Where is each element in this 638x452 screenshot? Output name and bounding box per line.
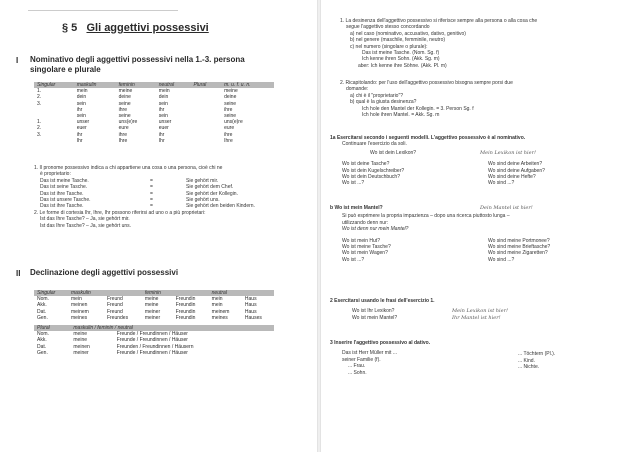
table-cell: Nom.	[37, 331, 49, 338]
table-cell: euer	[158, 125, 169, 132]
table-cell: meiner	[73, 349, 89, 356]
table-cell: 2.	[37, 125, 42, 132]
ex1b-title: b Wo ist mein Mantel?	[330, 205, 383, 211]
table-cell: Freundin	[175, 308, 196, 315]
table-cell: 1.	[37, 88, 42, 95]
example-part: Das ist seine Tasche.	[40, 184, 88, 191]
rn2-line2: domande:	[346, 86, 369, 93]
table-cell: seine	[224, 100, 237, 107]
table-cell: mein	[211, 302, 223, 309]
table-cell: seine	[118, 100, 131, 107]
list-item: Wo sind meine Brieftasche?	[488, 244, 551, 251]
table-cell: ihre	[224, 106, 233, 113]
section-title-text: Gli aggettivi possessivi	[86, 22, 209, 34]
ex1b-line2: utilizzando denn nur:	[342, 219, 389, 226]
exercise-1a	[330, 135, 630, 187]
list-item: Wo ist meine Tasche?	[342, 244, 391, 251]
table-cell: Ihre	[118, 137, 128, 144]
table-cell: Hauses	[244, 314, 262, 321]
ex1a-left-col	[342, 161, 452, 187]
table-header-cell: maskulin	[74, 82, 116, 88]
table-cell: Akk.	[37, 302, 47, 309]
list-item: ... Frau.	[348, 363, 366, 370]
section-title	[62, 22, 209, 34]
table-cell: sein	[76, 113, 86, 120]
table-cell: Freunde / Freundinnen / Häuser	[116, 331, 188, 338]
rn1-line2: segue l'aggettivo stesso concordando	[346, 24, 430, 31]
exercise-3	[330, 340, 630, 376]
table-cell: ihre	[118, 131, 127, 138]
example-part: =	[150, 190, 153, 197]
list-item: Wo sind ...?	[488, 180, 515, 187]
ex2-title: 2 Esercitarsi usando le frasi dell'esercizio 1.	[330, 298, 435, 304]
note1-line2: è proprietario:	[40, 171, 71, 178]
list-item: Wo ist ...?	[342, 256, 365, 263]
list-item: ... Nichte.	[518, 364, 540, 371]
ex3-line1: Das ist Herr Müller mit ...	[342, 350, 398, 357]
table-cell: unser	[158, 119, 172, 126]
nominative-table	[34, 82, 274, 144]
table-cell: meine	[144, 302, 159, 309]
table-cell: ihr	[158, 106, 165, 113]
top-rule	[28, 10, 178, 11]
table-cell: meine	[73, 337, 88, 344]
list-item: Wo sind meine Zigaretten?	[488, 250, 548, 257]
exercise-2	[330, 298, 630, 321]
table-cell: meine	[224, 88, 238, 95]
table-cell: ihr	[158, 131, 165, 138]
table-cell: 3.	[37, 131, 42, 138]
rn1-a: a) nel caso (nominativo, accusativo, dativo, genitivo)	[350, 30, 466, 37]
right-note-2	[340, 80, 630, 118]
table-cell: meiner	[144, 314, 161, 321]
table-header-cell: neutral	[156, 82, 191, 88]
note-1	[34, 165, 304, 210]
ex1b-right-col	[452, 238, 562, 264]
table-header-cell: feminin	[116, 82, 156, 88]
table-header-cell: Plural	[34, 325, 70, 331]
table-cell: sein	[158, 100, 168, 107]
section-number: § 5	[62, 22, 78, 34]
note2-line2: Ist das Ihre Tasche? – Ja, sie gehört mir.	[40, 216, 130, 223]
part1-heading-line1: Nominativo degli aggettivi possessivi nella 1.-3. persona	[30, 55, 245, 64]
list-item: ... Kind.	[518, 357, 535, 364]
table-cell: Ihre	[224, 137, 233, 144]
part1-heading-line2: singolare e plurale	[30, 65, 101, 74]
example-row	[40, 203, 304, 209]
table-cell: Freunde / Freundinnen / Häuser	[116, 337, 188, 344]
table-cell: Haus	[244, 296, 257, 303]
table-header-cell: maskulin	[68, 290, 104, 296]
table-cell: meines	[211, 314, 228, 321]
ex2-a2: Ihr Mantel ist hier!	[452, 314, 501, 321]
ex1a-title: 1a Esercitarsi secondo i seguenti modelli. L'aggettivo possessivo è al nominativo.	[330, 135, 526, 141]
table-cell: Freundes	[106, 314, 129, 321]
table-header-cell: Singular	[34, 82, 74, 88]
table-cell: meine	[144, 296, 159, 303]
table-cell: meines	[71, 314, 88, 321]
table-cell: ihr	[76, 106, 83, 113]
example-part: =	[150, 203, 153, 210]
ex2-a1: Mein Lexikon ist hier!	[452, 308, 508, 315]
rn1-ex1: Das ist meine Tasche. (Nom. Sg. f)	[362, 50, 440, 57]
table-cell: Freund	[106, 302, 123, 309]
ex3-left-col	[348, 363, 458, 376]
note2-line3: Ist das Ihre Tasche? – Ja, sie gehört uns.	[40, 222, 132, 229]
note2-line1: 2. Le forme di cortesia Ihr, Ihre, Ihr possono riferirsi ad uno o a più proprietari:	[34, 210, 206, 216]
rn2-line1: 2. Ricapitolando: per l'uso dell'aggettivo possessivo bisogna sempre porsi due	[340, 80, 513, 86]
rn2-ex1: Ich hole den Mantel der Kollegin. = 3. Person Sg. f	[362, 105, 474, 112]
table-cell: eure	[224, 125, 235, 132]
rn1-c: c) nel numero (singolare o plurale):	[350, 43, 428, 50]
ex2-q2: Wo ist mein Mantel?	[352, 314, 398, 321]
table-cell: dein	[158, 94, 169, 101]
table-header-cell: Plural	[190, 82, 221, 88]
table-cell: euer	[76, 125, 87, 132]
example-part: =	[150, 184, 153, 191]
example-part: =	[150, 197, 153, 204]
ex3-right-col	[458, 351, 568, 376]
ex1a-answer: Mein Lexikon ist hier!	[480, 149, 536, 156]
list-item: Wo sind deine Aufgaben?	[488, 167, 545, 174]
right-note-1	[340, 18, 630, 69]
rn2-a: a) chi è il "proprietario"?	[350, 92, 404, 99]
table-cell: ihre	[224, 131, 233, 138]
example-part: Sie gehört der Kollegin.	[186, 190, 238, 197]
table-cell: Freund	[106, 308, 123, 315]
table-cell: mein	[76, 88, 88, 95]
ex1a-prompt: Wo ist dein Lexikon?	[370, 149, 417, 156]
part1-heading	[30, 55, 245, 75]
table-cell: meiner	[144, 308, 161, 315]
table-cell: Freundin	[175, 302, 196, 309]
table-cell: meinen	[73, 343, 90, 350]
example-part: Sie gehört den beiden Kindern.	[186, 203, 255, 210]
table-cell: seine	[224, 113, 237, 120]
table-cell: meinem	[71, 308, 89, 315]
table-header-cell: maskulin / feminin / neutral	[70, 325, 274, 331]
example-part: Das ist ihre Tasche.	[40, 190, 84, 197]
table-cell: mein	[211, 296, 223, 303]
list-item: Wo ist mein Hut?	[342, 237, 380, 244]
example-part: Sie gehört mir.	[186, 177, 219, 184]
rn1-ex2: Ich kenne ihren Sohn. (Akk. Sg. m)	[362, 56, 440, 63]
part1-roman: I	[16, 56, 19, 65]
table-cell: uns(e)re	[118, 119, 138, 126]
note1-line1: 1. Il pronome possessivo indica a chi appartiene una cosa o una persona, cioè chi ne	[34, 165, 223, 171]
table-cell: Akk.	[37, 337, 47, 344]
table-cell: uns(e)re	[224, 119, 243, 126]
table-cell: Ihr	[158, 137, 165, 144]
table-cell: 3.	[37, 100, 42, 107]
list-item: ... Sohn.	[348, 369, 367, 376]
example-part: Das ist meine Tasche.	[40, 177, 89, 184]
list-item: Wo sind meine Portmonee?	[488, 237, 550, 244]
table-header-cell: feminin	[142, 290, 173, 296]
table-cell: Ihr	[76, 137, 83, 144]
rn1-ex3: aber: Ich kenne ihre Söhne. (Akk. Pl. m)	[358, 62, 447, 69]
table-cell: Haus	[244, 308, 257, 315]
table-cell: Dat.	[37, 308, 47, 315]
rn1-line1: 1. La desinenza dell'aggettivo possessivo si riferisce sempre alla persona o alla cosa che	[340, 18, 538, 24]
table-cell: ihr	[76, 131, 83, 138]
table-cell: sein	[76, 100, 86, 107]
table-cell: deine	[118, 94, 131, 101]
part2-roman: II	[16, 269, 21, 278]
list-item: ... Töchtern (Pl.).	[518, 351, 556, 358]
table-cell: meine	[118, 88, 133, 95]
exercise-1b	[330, 205, 630, 263]
table-row	[34, 350, 274, 356]
table-cell: Gen.	[37, 349, 48, 356]
part2-heading: Declinazione degli aggettivi possessivi	[30, 268, 179, 277]
ex1b-answer: Dein Mantel ist hier!	[480, 205, 533, 211]
table-header-cell: Singular	[34, 290, 68, 296]
example-part: Sie gehört uns.	[186, 197, 220, 204]
table-row	[34, 315, 274, 321]
table-cell	[190, 138, 221, 144]
table-cell: eure	[118, 125, 129, 132]
ex3-line2: seiner Familie (f).	[342, 356, 381, 363]
right-page	[322, 0, 638, 452]
table-cell: Haus	[244, 302, 257, 309]
table-header-cell: m. u. f. u. n.	[221, 82, 274, 88]
table-cell: 1.	[37, 119, 42, 126]
rn2-b: b) qual è la giusta desinenza?	[350, 99, 417, 106]
table-cell: Dat.	[37, 343, 47, 350]
ex1a-right-col	[452, 161, 562, 187]
ex1b-line3: Wo ist denn nur mein Mantel?	[342, 226, 409, 233]
table-cell: deine	[224, 94, 237, 101]
table-cell: Freundin	[175, 314, 196, 321]
ex2-q1: Wo ist Ihr Lexikon?	[352, 308, 395, 315]
table-cell: seine	[118, 113, 131, 120]
ex1a-sub: Continuare l'esercizio da soli.	[342, 141, 407, 148]
table-cell: Gen.	[37, 314, 48, 321]
example-part: Das ist unsere Tasche.	[40, 197, 91, 204]
example-part: Sie gehört dem Chef.	[186, 184, 234, 191]
list-item: Wo ist dein Kugelschreiber?	[342, 167, 405, 174]
table-cell	[34, 138, 74, 144]
left-page	[0, 0, 316, 452]
table-header-cell: neutral	[209, 290, 242, 296]
table-cell: Freund	[106, 296, 123, 303]
page-gutter	[317, 0, 321, 452]
table-cell: ihre	[118, 106, 127, 113]
rn1-b: b) nel genere (maschile, femminile, neutro)	[350, 37, 446, 44]
table-cell: meinem	[211, 308, 230, 315]
table-cell: unser	[76, 119, 90, 126]
list-item: Wo sind deine Arbeiten?	[488, 161, 543, 168]
example-part: =	[150, 177, 153, 184]
table-cell: Freunden / Freundinnen / Häusern	[116, 343, 194, 350]
rn2-ex2: Ich hole ihren Mantel. = Akk. Sg. m	[362, 112, 440, 119]
list-item: Wo ist ...?	[342, 180, 365, 187]
list-item: Wo sind ...?	[488, 256, 515, 263]
ex1b-left-col	[342, 238, 452, 264]
table-cell: meine	[73, 331, 88, 338]
table-cell: 2.	[37, 94, 42, 101]
table-cell: Freundin	[175, 296, 196, 303]
table-cell: mein	[158, 88, 170, 95]
list-item: Wo ist mein Wagen?	[342, 250, 388, 257]
table-cell: sein	[158, 113, 168, 120]
example-part: Das ist ihre Tasche.	[40, 203, 84, 210]
table-cell: Freunde / Freundinnen / Häuser	[116, 349, 188, 356]
table-cell: meinen	[71, 302, 88, 309]
list-item: Wo sind deine Hefte?	[488, 174, 536, 181]
table-row	[34, 138, 274, 144]
list-item: Wo ist deine Tasche?	[342, 161, 390, 168]
table-cell: Nom.	[37, 296, 49, 303]
examples-list	[34, 178, 304, 210]
table-cell: dein	[76, 94, 87, 101]
list-item: Wo ist dein Deutschbuch?	[342, 174, 400, 181]
ex1b-line1: Si può esprimere la propria impazienza – dopo una ricerca piuttosto lunga –	[342, 213, 510, 220]
table-cell: mein	[71, 296, 82, 303]
declension-singular-table	[34, 290, 274, 321]
note-2	[34, 210, 304, 229]
ex3-title: 3 Inserire l'aggettivo possessivo al dativo.	[330, 340, 431, 346]
declension-plural-table	[34, 325, 274, 356]
